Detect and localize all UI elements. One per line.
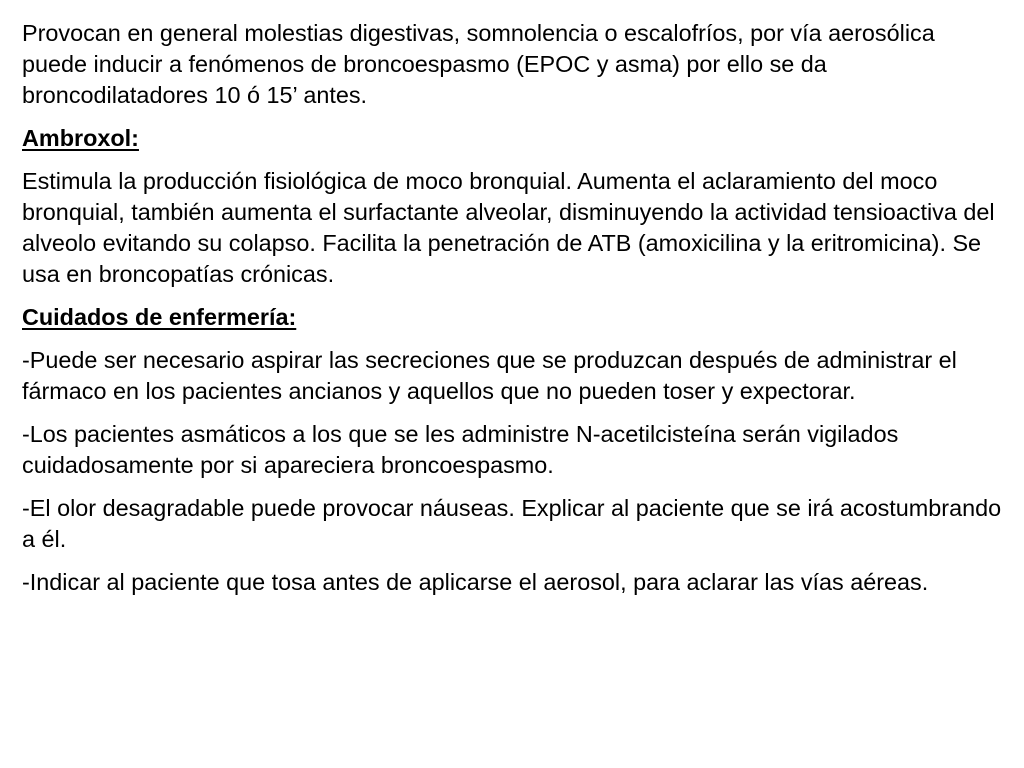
intro-paragraph: Provocan en general molestias digestivas, somnolencia o escalofríos, por vía aerosólica puede inducir a fenómenos de broncoespasmo (EPOC y asma) por ello se da broncodilatadores 10 ó 15’ antes. xyxy=(22,20,935,108)
care-item-cough: -Indicar al paciente que tosa antes de aplicarse el aerosol, para aclarar las vías aéreas. xyxy=(22,569,929,595)
document-page xyxy=(22,18,1002,610)
ambroxol-heading: Ambroxol: xyxy=(22,125,139,151)
ambroxol-paragraph: Estimula la producción fisiológica de moco bronquial. Aumenta el aclaramiento del moco bronquial, también aumenta el surfactante alveolar, disminuyendo la actividad tensioactiva del alveolo evitando su colapso. Facilita la penetración de ATB (amoxicilina y la eritromicina). Se usa en broncopatías crónicas. xyxy=(22,168,995,287)
care-item-odor: -El olor desagradable puede provocar náuseas. Explicar al paciente que se irá acostumbrando a él. xyxy=(22,495,1002,552)
care-heading: Cuidados de enfermería: xyxy=(22,304,297,330)
care-item-aspirate: -Puede ser necesario aspirar las secreciones que se produzcan después de administrar el fármaco en los pacientes ancianos y aquellos que no pueden toser y expectorar. xyxy=(22,347,957,404)
care-item-asthma: -Los pacientes asmáticos a los que se les administre N-acetilcisteína serán vigilados cuidadosamente por si apareciera broncoespasmo. xyxy=(22,421,899,478)
